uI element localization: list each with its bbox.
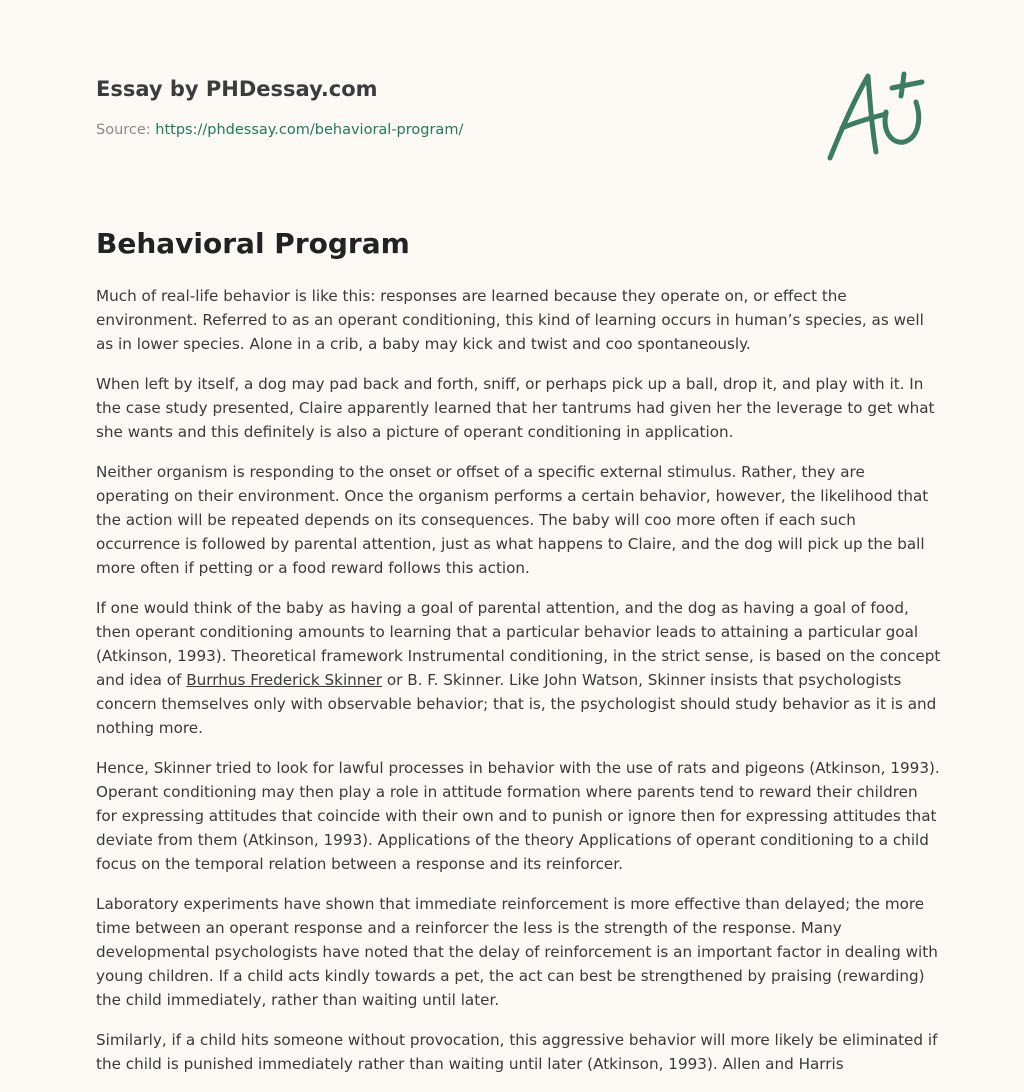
paragraph-7: Similarly, if a child hits someone without provocation, this aggressive behavior will more likely be eliminated if the child is punished immediately rather than waiting until later (Atkinson, 1993). Allen and Harris: [96, 1031, 938, 1073]
paragraph-2: When left by itself, a dog may pad back and forth, sniff, or perhaps pick up a ball, drop it, and play with it. In the case study presented, Claire apparently learned that her tantrums had given her the leverage to get what she wants and this definitely is also a picture of operant conditioning in application.: [96, 375, 935, 441]
paragraph-4-text-before: If one would think of the baby as having a goal of parental attention, and the dog as having a goal of food, then operant conditioning amounts to learning that a particular behavior leads to attaining a particular goal (Atkinson, 1993). Theoretical framework Instrumental conditioning, in the strict sense, is based on the concept and idea of: [96, 599, 941, 689]
a-plus-logo-icon: [820, 66, 930, 166]
paragraph-1: Much of real-life behavior is like this: responses are learned because they operate on, or effect the environment. Referred to as an operant conditioning, this kind of learning occurs in human’s species, as well as in lower species. Alone in a crib, a baby may kick and twist and coo spontaneously.: [96, 287, 924, 353]
source-label: Source:: [96, 122, 156, 138]
paragraph-4-text-after: or B. F. Skinner. Like John Watson, Skinner insists that psychologists concern themselves only with observable behavior; that is, the psychologist should study behavior as it is and nothing more.: [96, 671, 937, 737]
paragraph-4: [96, 596, 942, 740]
essay-body: [96, 284, 942, 1092]
header: [96, 74, 936, 140]
paragraph-3: Neither organism is responding to the onset or offset of a specific external stimulus. Rather, they are operating on their environment. Once the organism performs a certain behavior, however, the likelihood that the action will be repeated depends on its consequences. The baby will coo more often if each such occurrence is followed by parental attention, just as what happens to Claire, and the dog will pick up the ball more often if petting or a food reward follows this action.: [96, 463, 929, 577]
source-link[interactable]: https://phdessay.com/behavioral-program/: [155, 122, 464, 138]
brand-title: Essay by PHDessay.com: [96, 77, 378, 101]
paragraph-5: Hence, Skinner tried to look for lawful processes in behavior with the use of rats and pigeons (Atkinson, 1993). Operant conditioning may then play a role in attitude formation where parents tend to reward their children for expressing attitudes that coincide with their own and to punish or ignore then for expressing attitudes that deviate from them (Atkinson, 1993). Applications of the theory Applications of operant conditioning to a child focus on the temporal relation between a response and its reinforcer.: [96, 759, 940, 873]
essay-title: Behavioral Program: [96, 227, 410, 260]
paragraph-6: Laboratory experiments have shown that immediate reinforcement is more effective than delayed; the more time between an operant response and a reinforcer the less is the strength of the response. Many developmental psychologists have noted that the delay of reinforcement is an important factor in dealing with young children. If a child acts kindly towards a pet, the act can best be strengthened by praising (rewarding) the child immediately, rather than waiting until later.: [96, 895, 938, 1009]
skinner-link[interactable]: Burrhus Frederick Skinner: [186, 671, 383, 689]
source-line: [96, 120, 936, 140]
